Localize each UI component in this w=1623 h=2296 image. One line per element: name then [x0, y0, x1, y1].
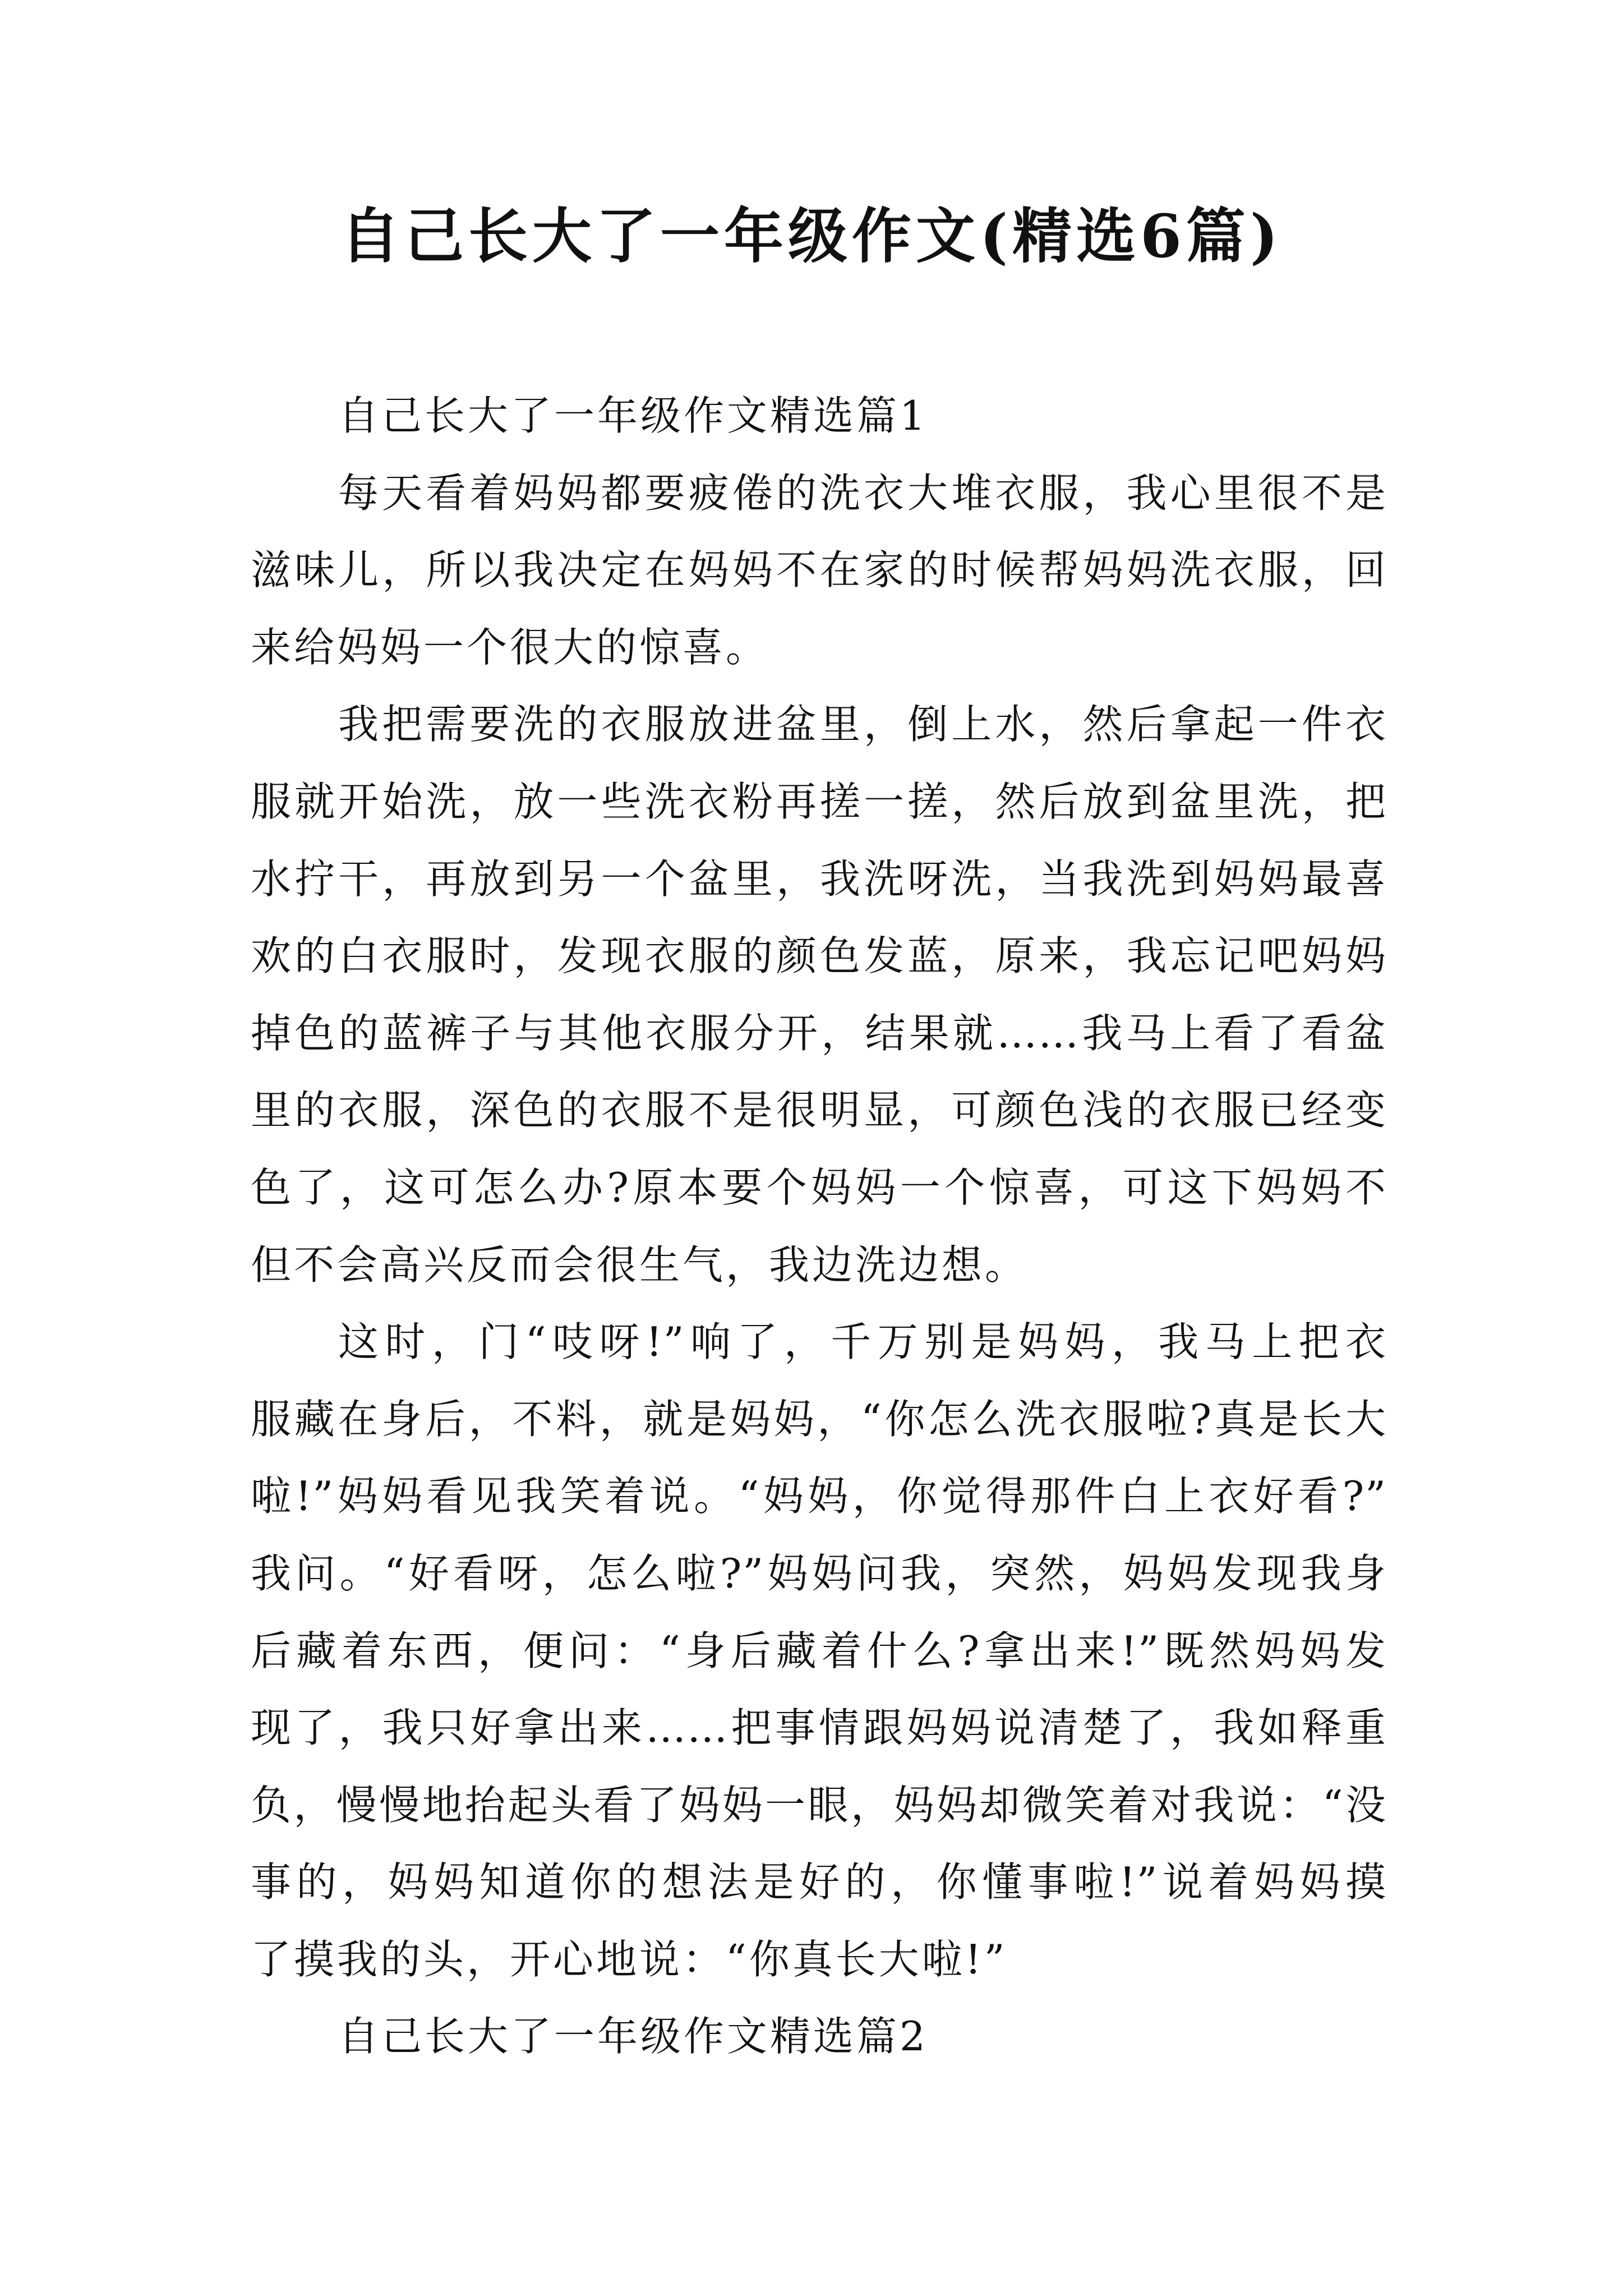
paragraph-3-line: 后藏着东西，便问：“身后藏着什么?拿出来!”既然妈妈发: [251, 1627, 1387, 1674]
paragraph-3-line: 这时，门“吱呀!”响了，千万别是妈妈，我马上把衣: [338, 1318, 1387, 1366]
paragraph-3-line: 我问。“好看呀，怎么啦?”妈妈问我，突然，妈妈发现我身: [251, 1549, 1387, 1597]
paragraph-3-line: 负，慢慢地抬起头看了妈妈一眼，妈妈却微笑着对我说：“没: [251, 1781, 1387, 1829]
paragraph-1-line: 滋味儿，所以我决定在妈妈不在家的时候帮妈妈洗衣服，回: [251, 546, 1387, 594]
document-title: 自己长大了一年级作文(精选6篇): [340, 201, 1283, 271]
paragraph-2-line: 掉色的蓝裤子与其他衣服分开，结果就……我马上看了看盆: [251, 1009, 1387, 1057]
paragraph-2-line: 我把需要洗的衣服放进盆里，倒上水，然后拿起一件衣: [338, 701, 1387, 748]
paragraph-2-line: 服就开始洗，放一些洗衣粉再搓一搓，然后放到盆里洗，把: [251, 777, 1387, 825]
paragraph-1-line: 每天看着妈妈都要疲倦的洗衣大堆衣服，我心里很不是: [338, 469, 1387, 517]
article-1-heading: 自己长大了一年级作文精选篇1: [338, 392, 928, 439]
document-body: [251, 378, 1387, 2076]
article-2-heading: 自己长大了一年级作文精选篇2: [338, 2013, 928, 2060]
paragraph-3-line: 现了，我只好拿出来……把事情跟妈妈说清楚了，我如释重: [251, 1704, 1387, 1752]
paragraph-3-line: 了摸我的头，开心地说：“你真长大啦!”: [251, 1935, 1008, 1983]
paragraph-1-line: 来给妈妈一个很大的惊喜。: [251, 623, 769, 671]
paragraph-2-line: 但不会高兴反而会很生气，我边洗边想。: [251, 1241, 1029, 1289]
paragraph-3-line: 服藏在身后，不料，就是妈妈，“你怎么洗衣服啦?真是长大: [251, 1395, 1387, 1443]
paragraph-3-line: 啦!”妈妈看见我笑着说。“妈妈，你觉得那件白上衣好看?”: [251, 1473, 1387, 1520]
paragraph-3-line: 事的，妈妈知道你的想法是好的，你懂事啦!”说着妈妈摸: [251, 1858, 1387, 1906]
paragraph-2-line: 里的衣服，深色的衣服不是很明显，可颜色浅的衣服已经变: [251, 1087, 1387, 1134]
paragraph-2-line: 欢的白衣服时，发现衣服的颜色发蓝，原来，我忘记吧妈妈: [251, 932, 1387, 980]
paragraph-2-line: 水拧干，再放到另一个盆里，我洗呀洗，当我洗到妈妈最喜: [251, 855, 1387, 903]
paragraph-2-line: 色了，这可怎么办?原本要个妈妈一个惊喜，可这下妈妈不: [251, 1163, 1387, 1211]
